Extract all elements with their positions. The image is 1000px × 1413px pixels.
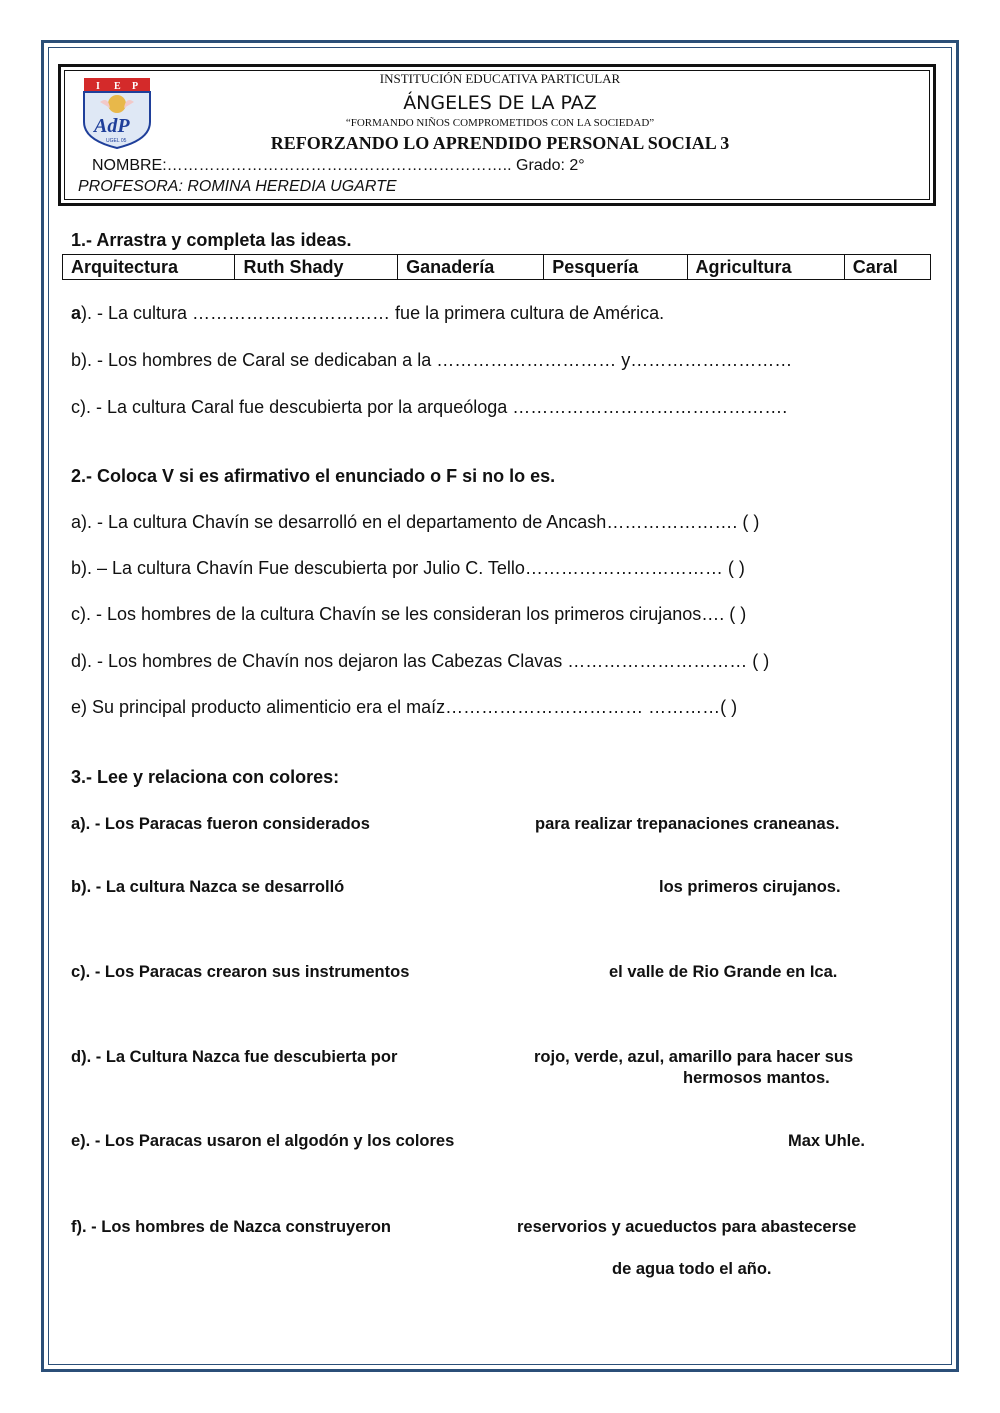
q3-left-c[interactable]: c). - Los Paracas crearon sus instrumentos: [71, 963, 410, 981]
q2-item-c: c). - Los hombres de la cultura Chavín se les consideran los primeros cirujanos…. ( ): [71, 604, 747, 624]
q3-right-6-cont[interactable]: de agua todo el año.: [612, 1260, 772, 1278]
q3-right-6[interactable]: reservorios y acueductos para abastecerse: [517, 1218, 857, 1236]
q1-options-table: [62, 254, 931, 280]
school-motto: “FORMANDO NIÑOS COMPROMETIDOS CON LA SOCIEDAD”: [345, 117, 655, 129]
q1-option-chip[interactable]: Caral: [844, 255, 930, 280]
q1-item-a-text: ). - La cultura …………………………… fue la primera cultura de América.: [81, 303, 665, 323]
student-name-line: NOMBRE:……………………………………………………….. Grado: 2°: [92, 157, 585, 174]
q1-item-a: [71, 303, 664, 324]
q3-left-e[interactable]: e). - Los Paracas usaron el algodón y los colores: [71, 1132, 455, 1150]
q2-item-e: e) Su principal producto alimenticio era el maíz…………………………… …………( ): [71, 697, 738, 717]
teacher-line: PROFESORA: ROMINA HEREDIA UGARTE: [78, 178, 397, 195]
q3-heading: 3.- Lee y relaciona con colores:: [71, 767, 340, 787]
q3-left-f[interactable]: f). - Los hombres de Nazca construyeron: [71, 1218, 391, 1236]
q2-item-b: b). – La cultura Chavín Fue descubierta por Julio C. Tello…………………………… ( ): [71, 558, 745, 578]
logo-letter-2: E: [114, 81, 121, 92]
q3-left-a[interactable]: a). - Los Paracas fueron considerados: [71, 815, 370, 833]
logo-letter-1: I: [96, 81, 100, 92]
logo-bottom-text: UGEL 05: [106, 138, 127, 144]
q2-item-a: a). - La cultura Chavín se desarrolló en el departamento de Ancash…………………. ( ): [71, 512, 760, 532]
worksheet-title: REFORZANDO LO APRENDIDO PERSONAL SOCIAL 3: [270, 133, 730, 153]
q2-item-d: d). - Los hombres de Chavín nos dejaron las Cabezas Clavas ………………………… ( ): [71, 651, 770, 671]
q3-left-b[interactable]: b). - La cultura Nazca se desarrolló: [71, 878, 345, 896]
logo-monogram: AdP: [94, 115, 130, 137]
q3-left-d[interactable]: d). - La Cultura Nazca fue descubierta por: [71, 1048, 398, 1066]
q1-heading: 1.- Arrastra y completa las ideas.: [71, 230, 352, 250]
q1-option-chip[interactable]: Arquitectura: [63, 255, 235, 280]
q2-heading: 2.- Coloca V si es afirmativo el enunciado o F si no lo es.: [71, 466, 556, 486]
q1-item-a-prefix: a: [71, 303, 82, 323]
q3-right-2[interactable]: los primeros cirujanos.: [659, 878, 841, 896]
institution-label: INSTITUCIÓN EDUCATIVA PARTICULAR: [379, 71, 621, 86]
q1-item-b: b). - Los hombres de Caral se dedicaban a la ………………………… y………………………: [71, 350, 793, 370]
q3-right-4-cont[interactable]: hermosos mantos.: [683, 1069, 830, 1087]
q3-right-5[interactable]: Max Uhle.: [788, 1132, 866, 1150]
q3-right-1[interactable]: para realizar trepanaciones craneanas.: [535, 815, 840, 833]
q3-right-3[interactable]: el valle de Rio Grande en Ica.: [609, 963, 838, 981]
logo-letter-3: P: [132, 81, 139, 92]
school-name: ÁNGELES DE LA PAZ: [403, 92, 597, 114]
q3-right-4[interactable]: rojo, verde, azul, amarillo para hacer sus: [534, 1048, 854, 1066]
q1-item-c: c). - La cultura Caral fue descubierta por la arqueóloga ……………………………………….: [71, 397, 788, 417]
q1-option-chip[interactable]: Ganadería: [398, 255, 544, 280]
q1-option-chip[interactable]: Agricultura: [687, 255, 844, 280]
q1-option-chip[interactable]: Pesquería: [544, 255, 687, 280]
q1-option-chip[interactable]: Ruth Shady: [235, 255, 398, 280]
